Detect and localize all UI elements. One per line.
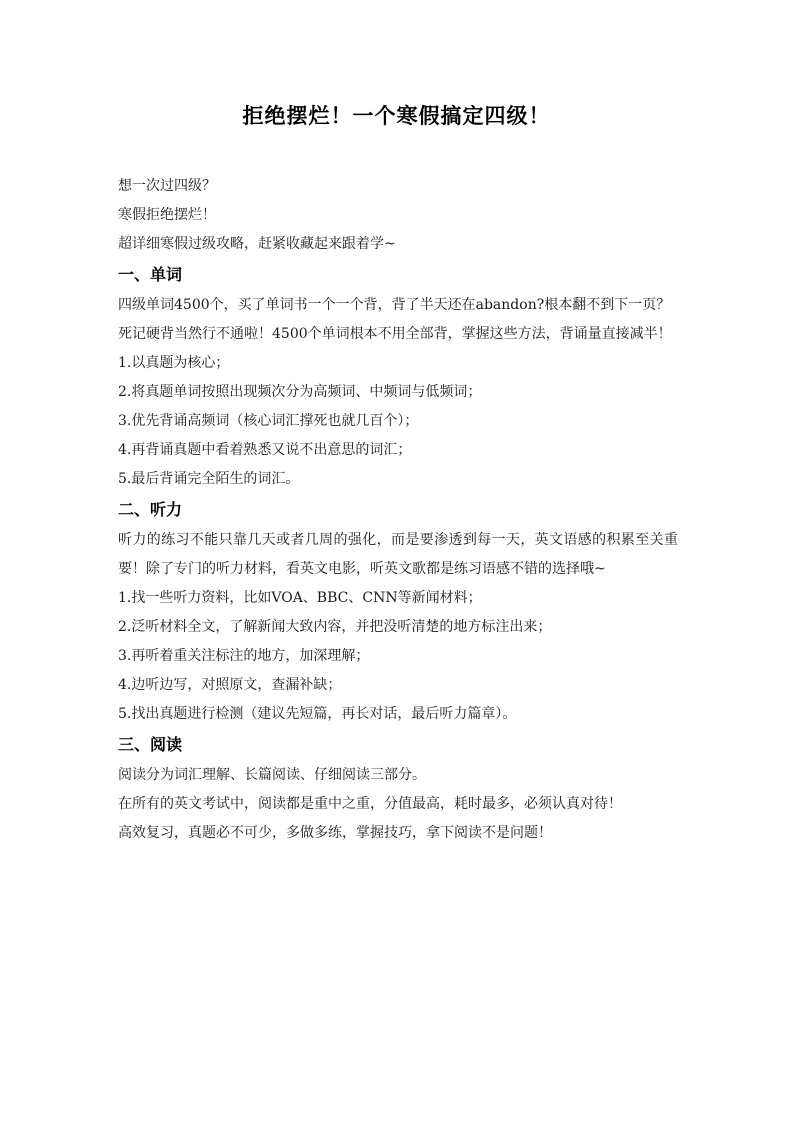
section-paragraph: 听力的练习不能只靠几天或者几周的强化，而是要渗透到每一天，英文语感的积累至关重要！除了专门的听力材料，看英文电影，听英文歌都是练习语感不错的选择哦~ [118,532,678,577]
list-item: 1.找一些听力资料，比如VOA、BBC、CNN等新闻材料； [118,590,482,606]
section-heading: 二、听力 [118,500,183,519]
section-heading: 三、阅读 [118,735,183,754]
section-paragraph: 死记硬背当然行不通啦！4500个单词根本不用全部背，掌握这些方法，背诵量直接减半！ [118,326,672,342]
list-item: 3.再听着重关注标注的地方，加深理解； [118,648,370,664]
page-title: 拒绝摆烂！一个寒假搞定四级！ [242,104,551,128]
list-item: 1.以真题为核心； [118,355,230,371]
section-reading [118,729,678,848]
section-listening [118,494,678,729]
section-heading: 一、单词 [118,265,183,284]
list-item: 5.最后背诵完全陌生的词汇。 [118,471,300,487]
intro-line: 寒假拒绝摆烂！ [118,207,216,223]
list-item: 2.泛听材料全文，了解新闻大致内容，并把没听清楚的地方标注出来； [118,619,552,635]
list-item: 4.边听边写，对照原文，查漏补缺； [118,677,342,693]
section-paragraph: 在所有的英文考试中，阅读都是重中之重，分值最高，耗时最多，必须认真对待！ [118,796,622,812]
intro-line: 超详细寒假过级攻略，赶紧收藏起来跟着学~ [118,236,396,252]
section-paragraph: 四级单词4500个，买了单词书一个一个背，背了半天还在abandon?根本翻不到下一页？ [118,297,671,313]
list-item: 4.再背诵真题中看着熟悉又说不出意思的词汇； [118,442,412,458]
section-paragraph: 阅读分为词汇理解、长篇阅读、仔细阅读三部分。 [118,767,426,783]
intro-line: 想一次过四级？ [118,178,216,194]
list-item: 3.优先背诵高频词（核心词汇撑死也就几百个）； [118,413,419,429]
section-paragraph: 高效复习，真题必不可少，多做多练，掌握技巧，拿下阅读不是问题！ [118,825,552,841]
section-vocabulary [118,259,678,494]
document-body [118,172,678,848]
list-item: 2.将真题单词按照出现频次分为高频词、中频词与低频词； [118,384,482,400]
intro-block [118,172,678,259]
list-item: 5.找出真题进行检测（建议先短篇，再长对话，最后听力篇章）。 [118,706,517,722]
